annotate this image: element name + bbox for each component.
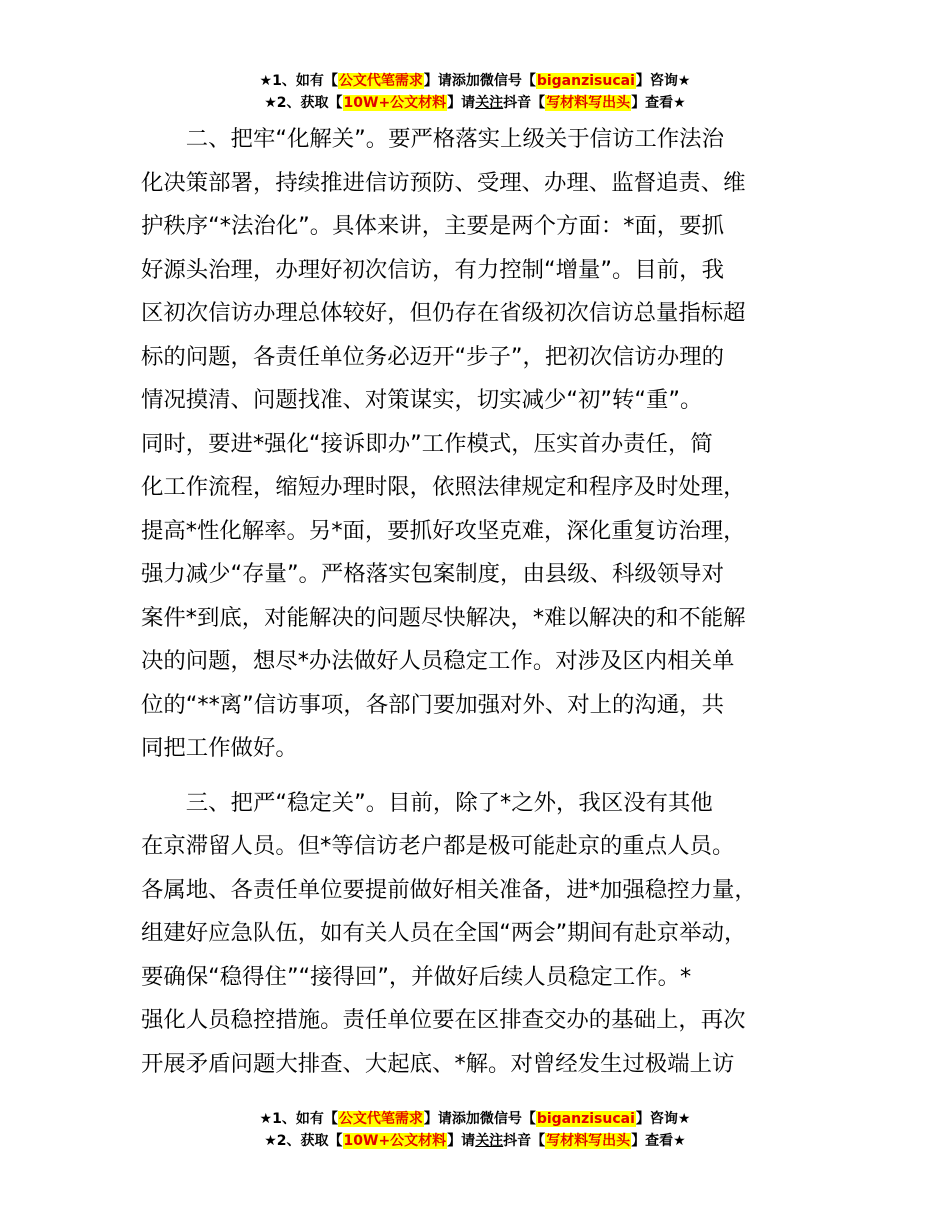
- text-line: 标的问题，各责任单位务必迈开“步子”，把初次信访办理的: [141, 343, 724, 370]
- promo-text: 】请: [423, 73, 452, 89]
- promo-wechat-id: biganzisucai: [536, 1111, 635, 1127]
- promo-douyin-id: 写材料写出头: [546, 1133, 631, 1149]
- promo-text: 】咨询★: [635, 1111, 691, 1127]
- promo-text: 微信号【: [479, 1111, 536, 1127]
- text-line: 二、把牢“化解关”。要严格落实上级关于信访工作法治: [141, 126, 724, 152]
- promo-text: ★2、获取【: [264, 95, 343, 111]
- promo-text: 】请: [423, 1111, 452, 1127]
- promo-text: 抖音【: [503, 95, 546, 111]
- promo-text: 】查看★: [631, 95, 686, 111]
- promo-line-1: [0, 1108, 950, 1130]
- text-line: 提高*性化解率。另*面，要抓好攻坚克难，深化重复访治理，: [141, 517, 746, 544]
- document-body: [141, 118, 821, 1086]
- text-line: 开展矛盾问题大排查、大起底、*解。对曾经发生过极端上访: [141, 1050, 735, 1077]
- promo-highlight: 10W+公文材料: [343, 95, 447, 111]
- text-line: 同时，要进*强化“接诉即办”工作模式，压实首办责任，简: [141, 430, 713, 457]
- promo-highlight: 10W+公文材料: [343, 1133, 447, 1149]
- text-line: 决的问题，想尽*办法做好人员稳定工作。对涉及区内相关单: [141, 648, 735, 674]
- text-line: 区初次信访办理总体较好，但仍存在省级初次信访总量指标超: [141, 300, 746, 326]
- text-line: 案件*到底，对能解决的问题尽快解决，*难以解决的和不能解: [141, 604, 746, 631]
- promo-text: 微信号【: [479, 73, 536, 89]
- footer-promo-banner: [0, 1108, 950, 1152]
- promo-line-2: [0, 92, 950, 114]
- text-line: 强化人员稳控措施。责任单位要在区排查交办的基础上，再次: [141, 1007, 746, 1033]
- text-line: 化决策部署，持续推进信访预防、受理、办理、监督追责、维: [141, 169, 746, 196]
- promo-text: ★1、如有【: [259, 1111, 338, 1127]
- promo-text: 】请: [447, 1133, 476, 1149]
- promo-line-1: [0, 70, 950, 92]
- promo-text: 关注: [475, 1133, 504, 1149]
- promo-line-2: [0, 1130, 950, 1152]
- promo-highlight: 公文代笔需求: [338, 1111, 423, 1127]
- text-line: 好源头治理，办理好初次信访，有力控制“增量”。目前，我: [141, 256, 724, 283]
- text-line: 同把工作做好。: [141, 735, 298, 761]
- header-promo-banner: [0, 70, 950, 114]
- promo-wechat-id: biganzisucai: [536, 73, 635, 89]
- promo-text: ★2、获取【: [264, 1133, 343, 1149]
- promo-text: 】查看★: [631, 1133, 686, 1149]
- paragraph-section-2: [141, 118, 821, 771]
- text-line: 强力减少“存量”。严格落实包案制度，由县级、科级领导对: [141, 561, 724, 587]
- promo-text: ★1、如有【: [259, 73, 338, 89]
- text-line: 在京滞留人员。但*等信访老户都是极可能赴京的重点人员。: [141, 833, 735, 859]
- text-line: 三、把严“稳定关”。目前，除了*之外，我区没有其他: [141, 789, 713, 816]
- promo-text: 抖音【: [503, 1133, 546, 1149]
- text-line: 情况摸清、问题找准、对策谋实，切实减少“初”转“重”。: [141, 387, 703, 413]
- text-line: 位的“**离”信访事项，各部门要加强对外、对上的沟通，共: [141, 691, 724, 718]
- promo-douyin-id: 写材料写出头: [546, 95, 631, 111]
- paragraph-section-3: [141, 782, 821, 1087]
- text-line: 护秩序“*法治化”。具体来讲，主要是两个方面：*面，要抓: [141, 213, 724, 239]
- text-line: 要确保“稳得住”“接得回”，并做好后续人员稳定工作。*: [141, 963, 692, 990]
- promo-text: 】咨询★: [635, 73, 691, 89]
- promo-text: 】请: [447, 95, 476, 111]
- text-line: 各属地、各责任单位要提前做好相关准备，进*加强稳控力量，: [141, 876, 757, 903]
- promo-text: 添加: [451, 73, 480, 89]
- text-line: 化工作流程，缩短办理时限，依照法律规定和程序及时处理，: [141, 474, 746, 500]
- text-line: 组建好应急队伍，如有关人员在全国“两会”期间有赴京举动，: [141, 920, 747, 946]
- promo-text: 添加: [451, 1111, 480, 1127]
- promo-text: 关注: [475, 95, 504, 111]
- promo-highlight: 公文代笔需求: [338, 73, 423, 89]
